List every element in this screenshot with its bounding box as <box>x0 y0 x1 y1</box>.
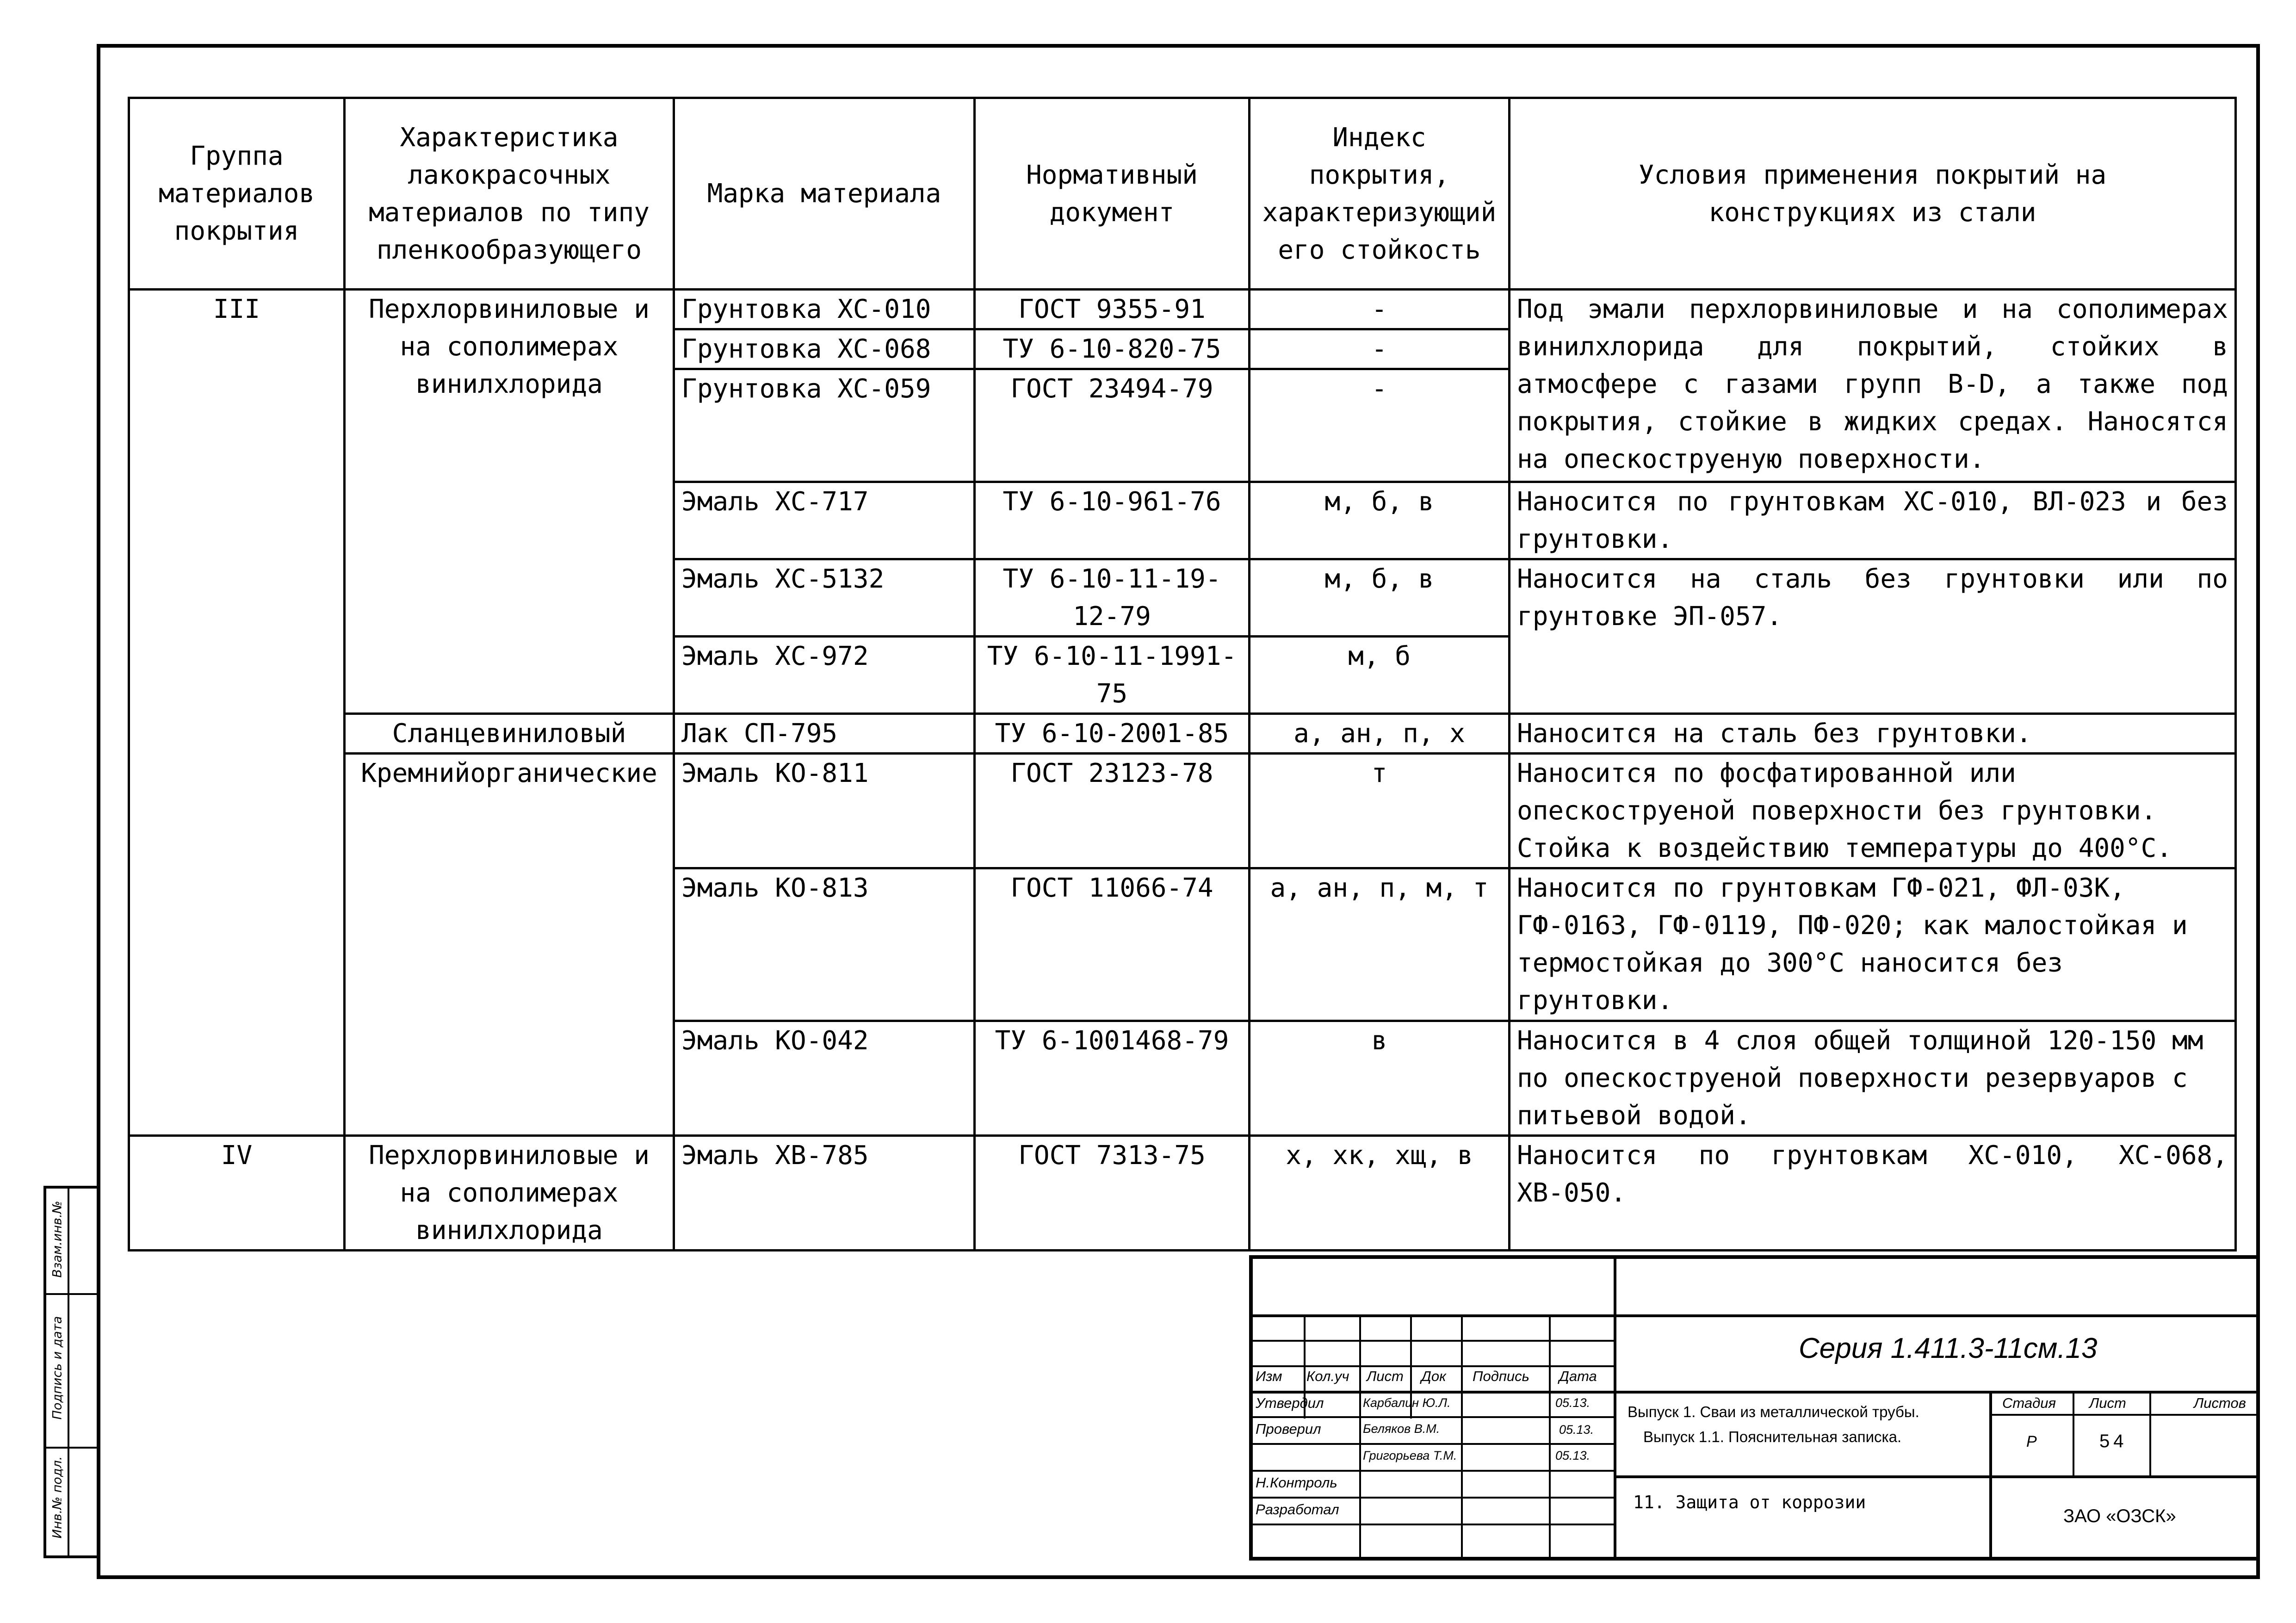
series-title: Серия 1.411.3-11см.13 <box>1799 1332 2098 1364</box>
conditions-cell: Наносится по грунтовкам ГФ-021, ФЛ-03К, ГФ-0163, ГФ-0119, ПФ-020; как малостойкая и термостойкая до 300°С наносится без грунтовки. <box>1510 868 2236 1021</box>
doc-cell: ТУ 6-10-2001-85 <box>975 714 1250 754</box>
tb-line <box>1549 1314 1551 1557</box>
doc-cell: ГОСТ 7313-75 <box>975 1136 1250 1251</box>
col-kol: Кол.уч <box>1306 1368 1349 1384</box>
name-proveril: Беляков В.М. <box>1363 1422 1440 1436</box>
side-stamp-divider <box>46 1293 97 1295</box>
index-cell: в <box>1250 1021 1510 1136</box>
doc-cell: ТУ 6-10-11-1991-75 <box>975 637 1250 714</box>
sheet-label: Лист <box>2089 1395 2126 1411</box>
brand-cell: Грунтовка ХС-068 <box>674 329 975 369</box>
tb-line <box>1359 1314 1361 1557</box>
title-block <box>1249 1255 2260 1561</box>
index-cell: а, ан, п, м, т <box>1250 868 1510 1021</box>
sheets-label: Листов <box>2194 1395 2246 1411</box>
tb-line <box>1616 1391 2256 1394</box>
col-podpis: Подпись <box>1473 1368 1529 1384</box>
header-norm-doc: Нормативный документ <box>975 98 1250 290</box>
tb-line <box>2149 1391 2151 1475</box>
tb-line <box>1253 1443 1614 1445</box>
doc-cell: ТУ 6-10-11-19-12-79 <box>975 559 1250 637</box>
date-utverdil: 05.13. <box>1555 1396 1590 1410</box>
col-izm: Изм <box>1256 1368 1282 1384</box>
col-dok: Док <box>1421 1368 1446 1384</box>
tb-line <box>1253 1416 1614 1418</box>
header-index: Индекс покрытия, характеризующий его стойкость <box>1250 98 1510 290</box>
stage-label: Стадия <box>2002 1395 2056 1411</box>
header-group: Группа материалов покрытия <box>129 98 345 290</box>
role-utverdil: Утвердил <box>1256 1395 1324 1411</box>
tb-line <box>1253 1470 1614 1472</box>
date-grigoreva: 05.13. <box>1555 1449 1590 1462</box>
index-cell: м, б, в <box>1250 482 1510 559</box>
side-stamp-vzam: Взам.инв.№ <box>50 1201 65 1278</box>
brand-cell: Эмаль ХС-972 <box>674 637 975 714</box>
tb-line <box>1253 1340 1614 1342</box>
tb-line <box>1253 1365 1614 1367</box>
table-row <box>129 1136 2236 1251</box>
tb-line <box>1616 1475 2256 1478</box>
conditions-cell: Наносится на сталь без грунтовки. <box>1510 714 2236 754</box>
conditions-cell: Под эмали перхлорвиниловые и на сополимерах винилхлорида для покрытий, стойких в атмосфере с газами групп B-D, а также под покрытия, стойкие в жидких средах. Наносятся на опескоструеную поверхности. <box>1510 290 2236 482</box>
tb-line <box>1253 1497 1614 1499</box>
conditions-cell: Наносится в 4 слоя общей толщиной 120-150 мм по опескоструеной поверхности резервуаров с питьевой водой. <box>1510 1021 2236 1136</box>
table-row <box>129 714 2236 754</box>
table-row <box>129 290 2236 329</box>
characteristic-cell: Перхлорвиниловые и на сополимерах винилхлорида <box>345 290 674 714</box>
name-utverdil: Карбалин Ю.Л. <box>1363 1396 1451 1410</box>
role-razrabotal: Разработал <box>1256 1501 1339 1518</box>
table-row <box>129 754 2236 868</box>
company-name: ЗАО «ОЗСК» <box>2063 1506 2176 1526</box>
side-stamp <box>43 1186 97 1558</box>
doc-cell: ТУ 6-1001468-79 <box>975 1021 1250 1136</box>
section-title: 11. Защита от коррозии <box>1633 1492 1866 1512</box>
tb-line <box>1461 1314 1463 1557</box>
brand-cell: Эмаль КО-042 <box>674 1021 975 1136</box>
brand-cell: Эмаль ХВ-785 <box>674 1136 975 1251</box>
header-characteristic: Характеристика лакокрасочных материалов по типу пленкообразующего <box>345 98 674 290</box>
role-nkontrol: Н.Контроль <box>1256 1474 1337 1491</box>
brand-cell: Грунтовка ХС-059 <box>674 369 975 482</box>
characteristic-cell: Сланцевиниловый <box>345 714 674 754</box>
characteristic-cell: Перхлорвиниловые и на сополимерах винилхлорида <box>345 1136 674 1251</box>
header-conditions: Условия применения покрытий на конструкциях из стали <box>1510 98 2236 290</box>
doc-cell: ГОСТ 9355-91 <box>975 290 1250 329</box>
tb-line <box>1992 1414 2256 1416</box>
desc-line-1: Выпуск 1. Сваи из металлической трубы. <box>1628 1403 1919 1420</box>
conditions-cell: Наносится по грунтовкам ХС-010, ВЛ-023 и без грунтовки. <box>1510 482 2236 559</box>
index-cell: а, ан, п, х <box>1250 714 1510 754</box>
group-cell-iii: III <box>129 290 345 1136</box>
tb-line <box>1253 1524 1614 1525</box>
name-grigoreva: Григорьева Т.М. <box>1363 1449 1457 1462</box>
sheet-value: 54 <box>2099 1431 2128 1451</box>
conditions-cell: Наносится по грунтовкам ХС-010, ХС-068, ХВ-050. <box>1510 1136 2236 1251</box>
doc-cell: ТУ 6-10-961-76 <box>975 482 1250 559</box>
brand-cell: Лак СП-795 <box>674 714 975 754</box>
conditions-cell: Наносится на сталь без грунтовки или по грунтовке ЭП-057. <box>1510 559 2236 714</box>
side-stamp-podpis: Подпись и дата <box>50 1316 65 1420</box>
brand-cell: Эмаль КО-811 <box>674 754 975 868</box>
role-proveril: Проверил <box>1256 1421 1321 1437</box>
index-cell: х, хк, хщ, в <box>1250 1136 1510 1251</box>
index-cell: - <box>1250 369 1510 482</box>
table-header-row <box>129 98 2236 290</box>
tb-line <box>1253 1314 2256 1317</box>
tb-line <box>2073 1391 2074 1475</box>
tb-line <box>1253 1391 1614 1394</box>
characteristic-cell: Кремнийорганические <box>345 754 674 1136</box>
brand-cell: Эмаль ХС-717 <box>674 482 975 559</box>
desc-line-2: Выпуск 1.1. Пояснительная записка. <box>1643 1428 1902 1445</box>
doc-cell: ГОСТ 23123-78 <box>975 754 1250 868</box>
header-brand: Марка материала <box>674 98 975 290</box>
date-proveril: 05.13. <box>1559 1423 1594 1437</box>
col-data: Дата <box>1559 1368 1597 1384</box>
conditions-cell: Наносится по фосфатированной или опескоструеной поверхности без грунтовки. Стойка к воздействию температуры до 400°С. <box>1510 754 2236 868</box>
stage-value: Р <box>2026 1433 2037 1450</box>
doc-cell: ТУ 6-10-820-75 <box>975 329 1250 369</box>
coatings-table <box>128 97 2237 1251</box>
tb-line <box>1614 1259 1616 1557</box>
index-cell: м, б, в <box>1250 559 1510 637</box>
brand-cell: Грунтовка ХС-010 <box>674 290 975 329</box>
doc-cell: ГОСТ 11066-74 <box>975 868 1250 1021</box>
brand-cell: Эмаль ХС-5132 <box>674 559 975 637</box>
group-cell-iv: IV <box>129 1136 345 1251</box>
col-list: Лист <box>1367 1368 1404 1384</box>
brand-cell: Эмаль КО-813 <box>674 868 975 1021</box>
index-cell: - <box>1250 329 1510 369</box>
index-cell: - <box>1250 290 1510 329</box>
doc-cell: ГОСТ 23494-79 <box>975 369 1250 482</box>
index-cell: м, б <box>1250 637 1510 714</box>
side-stamp-inv: Инв.№ подл. <box>50 1456 65 1539</box>
index-cell: т <box>1250 754 1510 868</box>
